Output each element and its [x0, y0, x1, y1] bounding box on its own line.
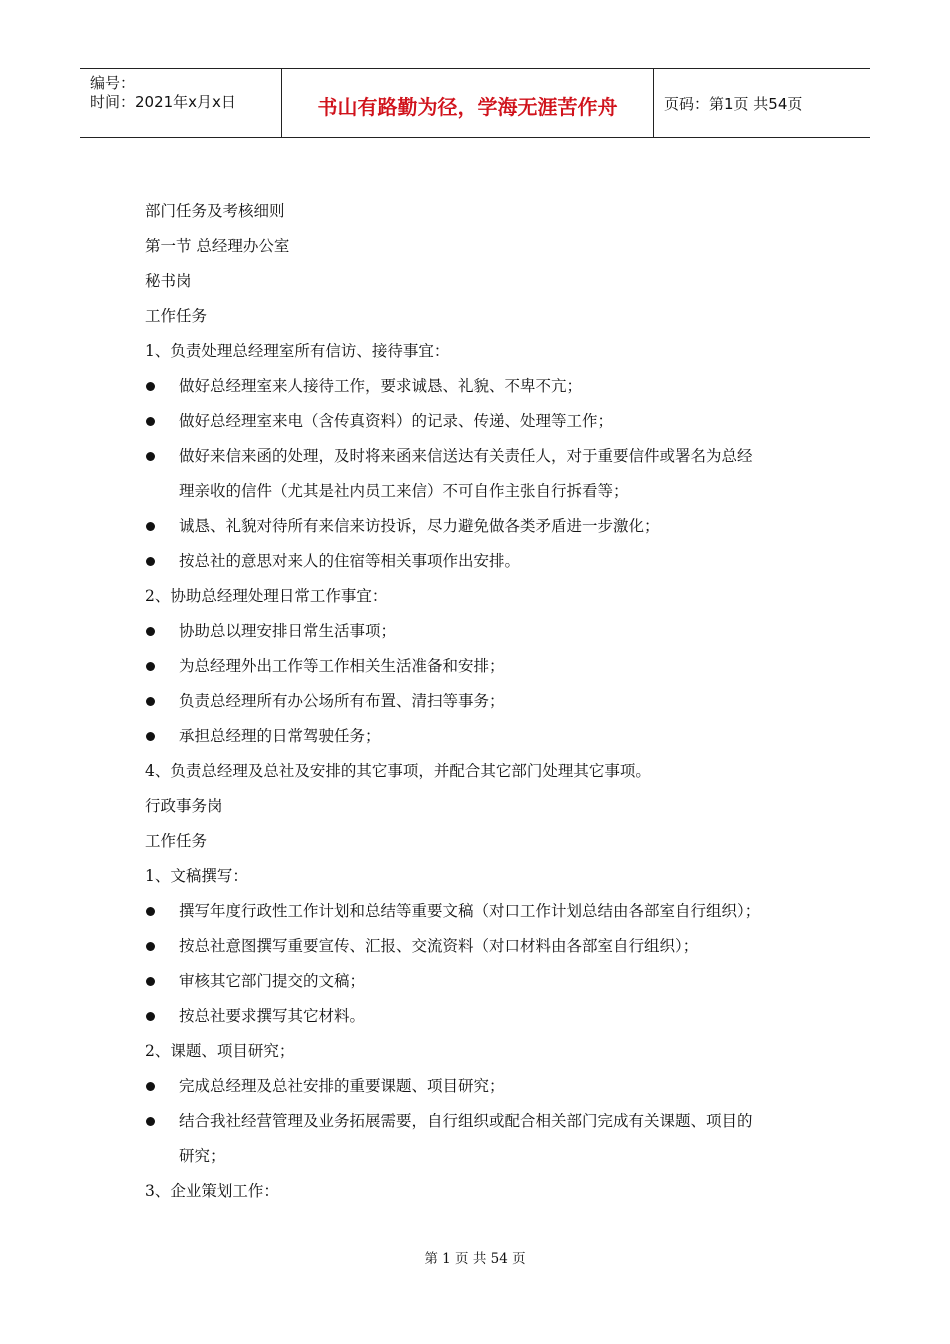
- paragraph-line: [145, 824, 825, 859]
- line-text: 1、文稿撰写：: [145, 867, 248, 885]
- bullet-dot-icon: [146, 1117, 155, 1126]
- paragraph-line: [145, 579, 825, 614]
- paragraph-line: [145, 1034, 825, 1069]
- document-number-label: 编号：: [90, 74, 136, 92]
- line-text: 1、负责处理总经理室所有信访、接待事宜：: [145, 342, 450, 360]
- line-text: 审核其它部门提交的文稿；: [179, 972, 366, 990]
- bullet-dot-icon: [146, 522, 155, 531]
- bullet-dot-icon: [146, 382, 155, 391]
- bullet-item: [145, 684, 825, 719]
- line-text: 完成总经理及总社安排的重要课题、项目研究；: [179, 1077, 505, 1095]
- header-motto-cell: [282, 69, 654, 137]
- bullet-dot-icon: [146, 1012, 155, 1021]
- line-text: 承担总经理的日常驾驶任务；: [179, 727, 381, 745]
- bullet-item: [145, 439, 825, 474]
- document-time-label: 时间：2021年x月x日: [90, 93, 236, 111]
- line-text: 做好总经理室来人接待工作，要求诚恳、礼貌、不卑不亢；: [179, 377, 583, 395]
- paragraph-line: [145, 859, 825, 894]
- paragraph-line: [145, 1174, 825, 1209]
- paragraph-line: [145, 789, 825, 824]
- line-text: 结合我社经营管理及业务拓展需要，自行组织或配合相关部门完成有关课题、项目的: [179, 1112, 753, 1130]
- bullet-continuation: [145, 474, 825, 509]
- bullet-dot-icon: [146, 557, 155, 566]
- line-text: 2、课题、项目研究；: [145, 1042, 295, 1060]
- line-text: 协助总以理安排日常生活事项；: [179, 622, 397, 640]
- bullet-item: [145, 894, 825, 929]
- bullet-item: [145, 404, 825, 439]
- line-text: 按总社要求撰写其它材料。: [179, 1007, 366, 1025]
- line-text: 3、企业策划工作：: [145, 1182, 279, 1200]
- header-motto: 书山有路勤为径，学海无涯苦作舟: [317, 95, 618, 119]
- bullet-dot-icon: [146, 907, 155, 916]
- document-body: [145, 194, 825, 1209]
- line-text: 理亲收的信件（尤其是社内员工来信）不可自作主张自行拆看等；: [179, 482, 629, 500]
- paragraph-line: [145, 299, 825, 334]
- document-header: [80, 68, 870, 138]
- bullet-dot-icon: [146, 732, 155, 741]
- paragraph-line: [145, 754, 825, 789]
- page-footer: 第 1 页 共 54 页: [424, 1251, 526, 1267]
- line-text: 第一节 总经理办公室: [145, 237, 290, 255]
- line-text: 负责总经理所有办公场所有布置、清扫等事务；: [179, 692, 505, 710]
- paragraph-line: [145, 194, 825, 229]
- header-page-cell: [654, 69, 870, 137]
- bullet-item: [145, 719, 825, 754]
- bullet-item: [145, 369, 825, 404]
- paragraph-line: [145, 229, 825, 264]
- bullet-item: [145, 509, 825, 544]
- bullet-item: [145, 614, 825, 649]
- bullet-dot-icon: [146, 662, 155, 671]
- bullet-item: [145, 964, 825, 999]
- header-page-info: 页码：第1页 共54页: [664, 95, 803, 113]
- bullet-dot-icon: [146, 942, 155, 951]
- line-text: 工作任务: [145, 307, 208, 325]
- line-text: 2、协助总经理处理日常工作事宜：: [145, 587, 388, 605]
- line-text: 诚恳、礼貌对待所有来信来访投诉，尽力避免做各类矛盾进一步激化；: [179, 517, 660, 535]
- bullet-dot-icon: [146, 452, 155, 461]
- line-text: 撰写年度行政性工作计划和总结等重要文稿（对口工作计划总结由各部室自行组织）；: [179, 902, 761, 920]
- bullet-item: [145, 999, 825, 1034]
- line-text: 研究；: [179, 1147, 226, 1165]
- line-text: 部门任务及考核细则: [145, 202, 285, 220]
- line-text: 行政事务岗: [145, 797, 223, 815]
- line-text: 按总社的意思对来人的住宿等相关事项作出安排。: [179, 552, 521, 570]
- bullet-item: [145, 1104, 825, 1139]
- bullet-item: [145, 1069, 825, 1104]
- bullet-item: [145, 649, 825, 684]
- line-text: 按总社意图撰写重要宣传、汇报、交流资料（对口材料由各部室自行组织）；: [179, 937, 699, 955]
- bullet-item: [145, 544, 825, 579]
- line-text: 做好总经理室来电（含传真资料）的记录、传递、处理等工作；: [179, 412, 614, 430]
- paragraph-line: [145, 334, 825, 369]
- bullet-dot-icon: [146, 627, 155, 636]
- bullet-dot-icon: [146, 1082, 155, 1091]
- line-text: 做好来信来函的处理，及时将来函来信送达有关责任人，对于重要信件或署名为总经: [179, 447, 753, 465]
- bullet-dot-icon: [146, 417, 155, 426]
- bullet-item: [145, 929, 825, 964]
- line-text: 4、负责总经理及总社及安排的其它事项，并配合其它部门处理其它事项。: [145, 762, 651, 780]
- line-text: 为总经理外出工作等工作相关生活准备和安排；: [179, 657, 505, 675]
- bullet-dot-icon: [146, 977, 155, 986]
- header-meta-cell: [80, 69, 282, 137]
- line-text: 工作任务: [145, 832, 208, 850]
- paragraph-line: [145, 264, 825, 299]
- line-text: 秘书岗: [145, 272, 192, 290]
- bullet-dot-icon: [146, 697, 155, 706]
- bullet-continuation: [145, 1139, 825, 1174]
